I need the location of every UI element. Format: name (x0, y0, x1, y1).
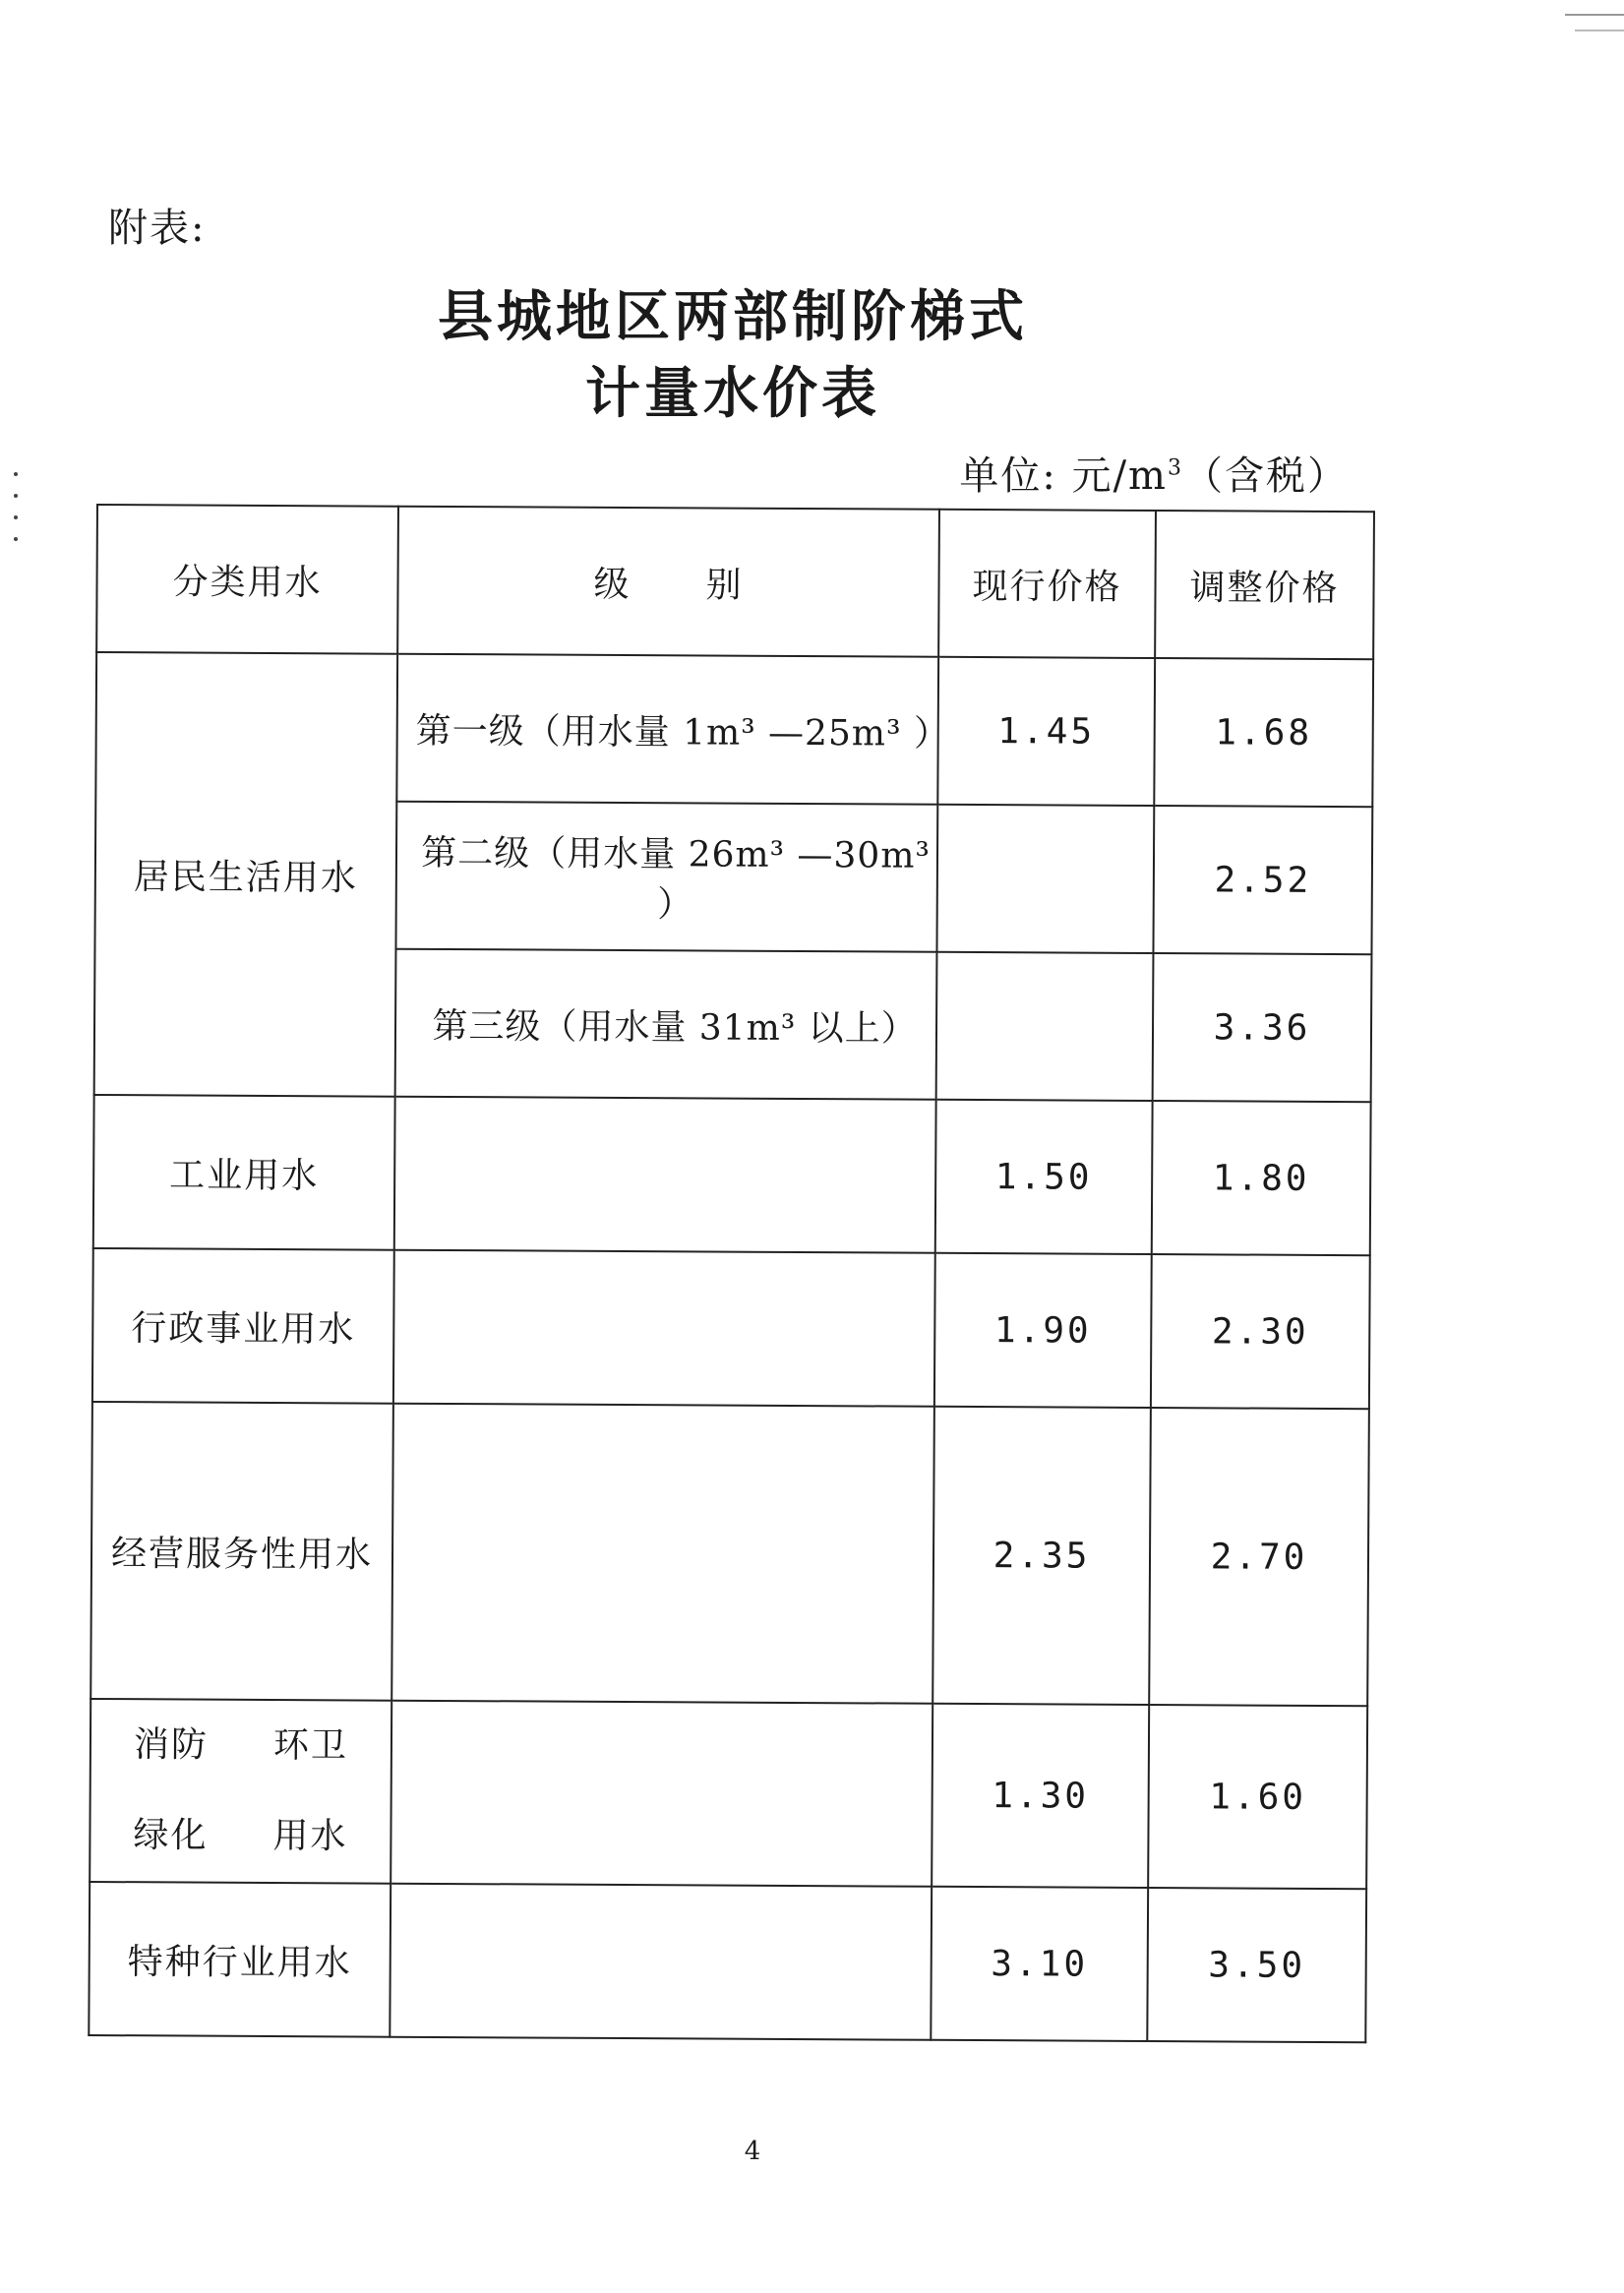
adjusted-price-cell: 3.50 (1147, 1888, 1366, 2042)
category-cell: 特种行业用水 (89, 1882, 391, 2037)
tier-label (393, 1250, 935, 1407)
table-row (90, 1402, 1369, 1706)
current-price-cell: 1.45 (937, 657, 1155, 806)
category-cell: 经营服务性用水 (90, 1402, 393, 1701)
adjusted-price-cell: 2.30 (1151, 1254, 1370, 1409)
current-price-cell: 1.30 (932, 1704, 1149, 1888)
page-number: 4 (744, 2137, 761, 2166)
adjusted-price-cell: 2.52 (1153, 806, 1372, 954)
scan-corner-mark (1565, 14, 1624, 16)
tier-label (391, 1701, 932, 1887)
table-header-row (96, 505, 1374, 659)
annex-label: 附表: (108, 206, 207, 251)
table-row (93, 1095, 1371, 1255)
table-row (92, 1248, 1370, 1409)
unit-superscript: 3 (1168, 455, 1183, 481)
current-price-cell: 1.50 (935, 1100, 1153, 1254)
category-part: 绿化 (133, 1815, 209, 1856)
tier-label (394, 1097, 936, 1253)
current-price-cell: 1.90 (934, 1253, 1152, 1408)
current-price-cell: 3.10 (931, 1887, 1148, 2041)
category-cell: 行政事业用水 (92, 1248, 394, 1404)
header-adjusted-price: 调整价格 (1155, 511, 1374, 659)
document-title-line2: 计量水价表 (585, 362, 880, 426)
tier-label: 第三级（用水量 31m³ 以上） (395, 949, 937, 1100)
unit-suffix: （含税） (1183, 453, 1349, 499)
category-part: 用水 (272, 1816, 348, 1857)
scan-margin-specks (14, 472, 22, 571)
table-row (89, 1882, 1366, 2042)
category-cell: 工业用水 (93, 1095, 395, 1250)
unit-note (959, 445, 1349, 501)
scan-corner-mark (1575, 30, 1624, 31)
adjusted-price-cell: 3.36 (1153, 953, 1372, 1102)
current-price-cell (936, 805, 1154, 953)
header-current-price: 现行价格 (938, 510, 1156, 658)
adjusted-price-cell: 2.70 (1149, 1408, 1369, 1706)
table-row (90, 1699, 1367, 1889)
category-part: 消防 (133, 1724, 210, 1766)
table-row (95, 652, 1373, 807)
tier-label: 第二级（用水量 26m³ —30m³ ） (395, 802, 937, 952)
unit-prefix: 单位: 元/m (959, 453, 1168, 499)
tier-label (391, 1404, 934, 1704)
category-part: 环卫 (272, 1725, 349, 1767)
adjusted-price-cell: 1.60 (1148, 1705, 1367, 1889)
category-residential: 居民生活用水 (94, 652, 398, 1097)
adjusted-price-cell: 1.80 (1152, 1101, 1371, 1255)
current-price-cell (936, 952, 1154, 1101)
current-price-cell: 2.35 (932, 1407, 1151, 1705)
document-title-line1: 县城地区两部制阶梯式 (438, 285, 1028, 349)
adjusted-price-cell: 1.68 (1154, 658, 1373, 807)
category-cell (90, 1699, 391, 1884)
tier-label (390, 1884, 932, 2040)
header-tier: 级 别 (397, 507, 939, 657)
water-price-table (88, 504, 1375, 2043)
tier-label: 第一级（用水量 1m³ —25m³ ） (396, 654, 938, 805)
header-category: 分类用水 (96, 505, 398, 654)
